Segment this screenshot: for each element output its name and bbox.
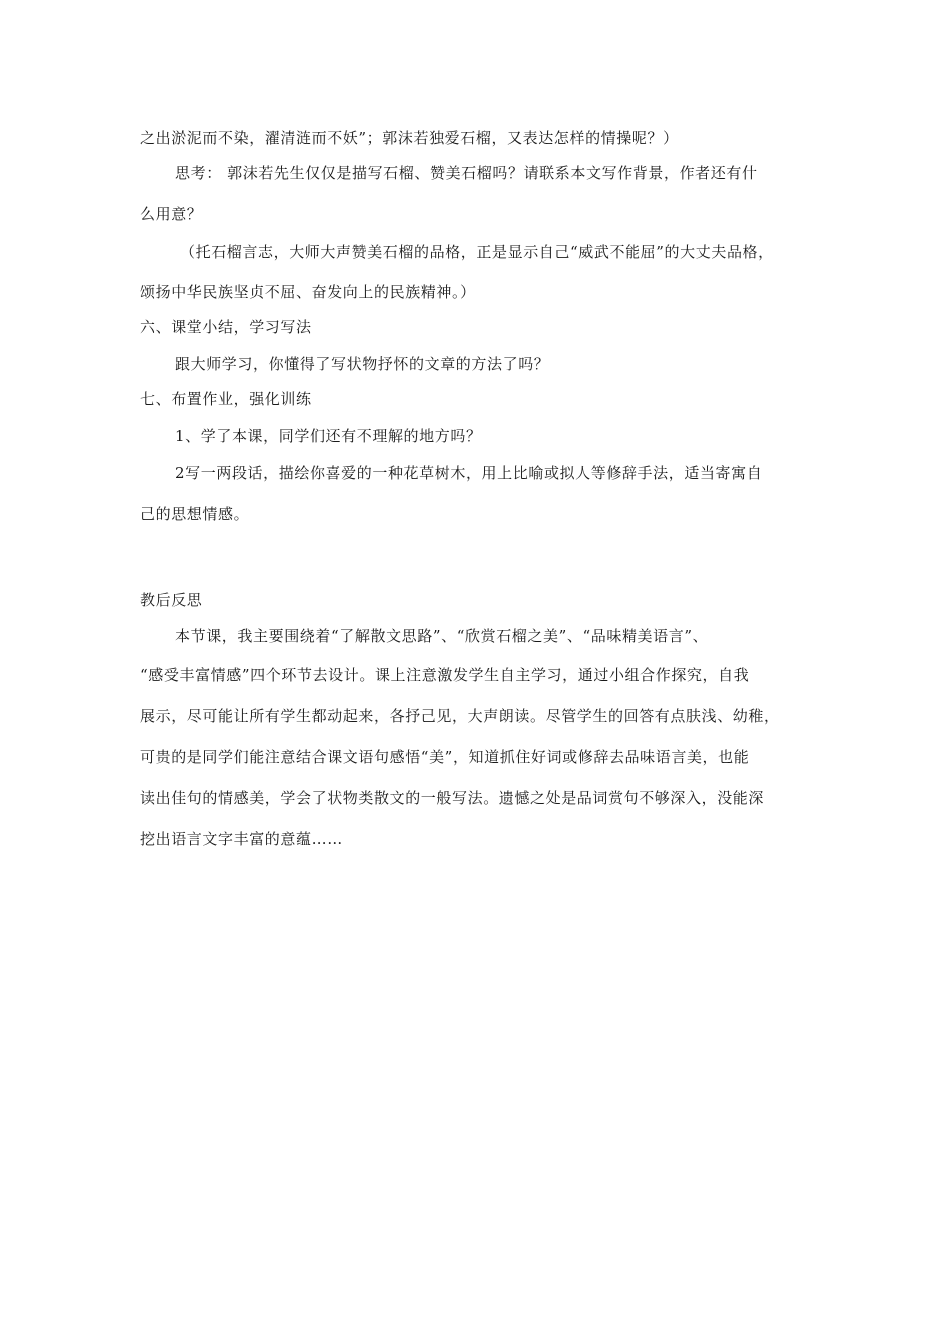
section-heading: 六、课堂小结，学习写法 — [140, 318, 312, 336]
text-line: 跟大师学习，你懂得了写状物抒怀的文章的方法了吗？ — [175, 355, 550, 373]
text-line: 1、学了本课，同学们还有不理解的地方吗？ — [175, 427, 482, 445]
text-line: （托石榴言志，大师大声赞美石榴的品格，正是显示自己“威武不能屈”的大丈夫品格， — [180, 243, 774, 261]
text-line: 己的思想情感。 — [140, 505, 250, 523]
text-line: “感受丰富情感”四个环节去设计。课上注意激发学生自主学习，通过小组合作探究，自我 — [140, 666, 750, 684]
text-line: 读出佳句的情感美，学会了状物类散文的一般写法。遗憾之处是品词赏句不够深入，没能深 — [140, 789, 765, 807]
text-line: 么用意？ — [140, 205, 203, 223]
section-heading: 七、布置作业，强化训练 — [140, 390, 312, 408]
text-line: 展示，尽可能让所有学生都动起来，各抒己见，大声朗读。尽管学生的回答有点肤浅、幼稚， — [140, 707, 780, 725]
text-line: 可贵的是同学们能注意结合课文语句感悟“美”，知道抓住好词或修辞去品味语言美，也能 — [140, 748, 750, 766]
text-line: 2写一两段话，描绘你喜爱的一种花草树木，用上比喻或拟人等修辞手法，适当寄寓自 — [175, 464, 763, 482]
text-line: 颂扬中华民族坚贞不屈、奋发向上的民族精神。） — [140, 283, 476, 301]
text-line: 之出淤泥而不染，濯清涟而不妖”；郭沫若独爱石榴，又表达怎样的情操呢？） — [140, 129, 679, 147]
section-heading: 教后反思 — [140, 591, 203, 609]
text-line: 思考： 郭沫若先生仅仅是描写石榴、赞美石榴吗？请联系本文写作背景，作者还有什 — [175, 164, 758, 182]
text-line: 本节课，我主要围绕着“了解散文思路”、“欣赏石榴之美”、“品味精美语言”、 — [175, 627, 709, 645]
text-line: 挖出语言文字丰富的意蕴…… — [140, 830, 343, 848]
